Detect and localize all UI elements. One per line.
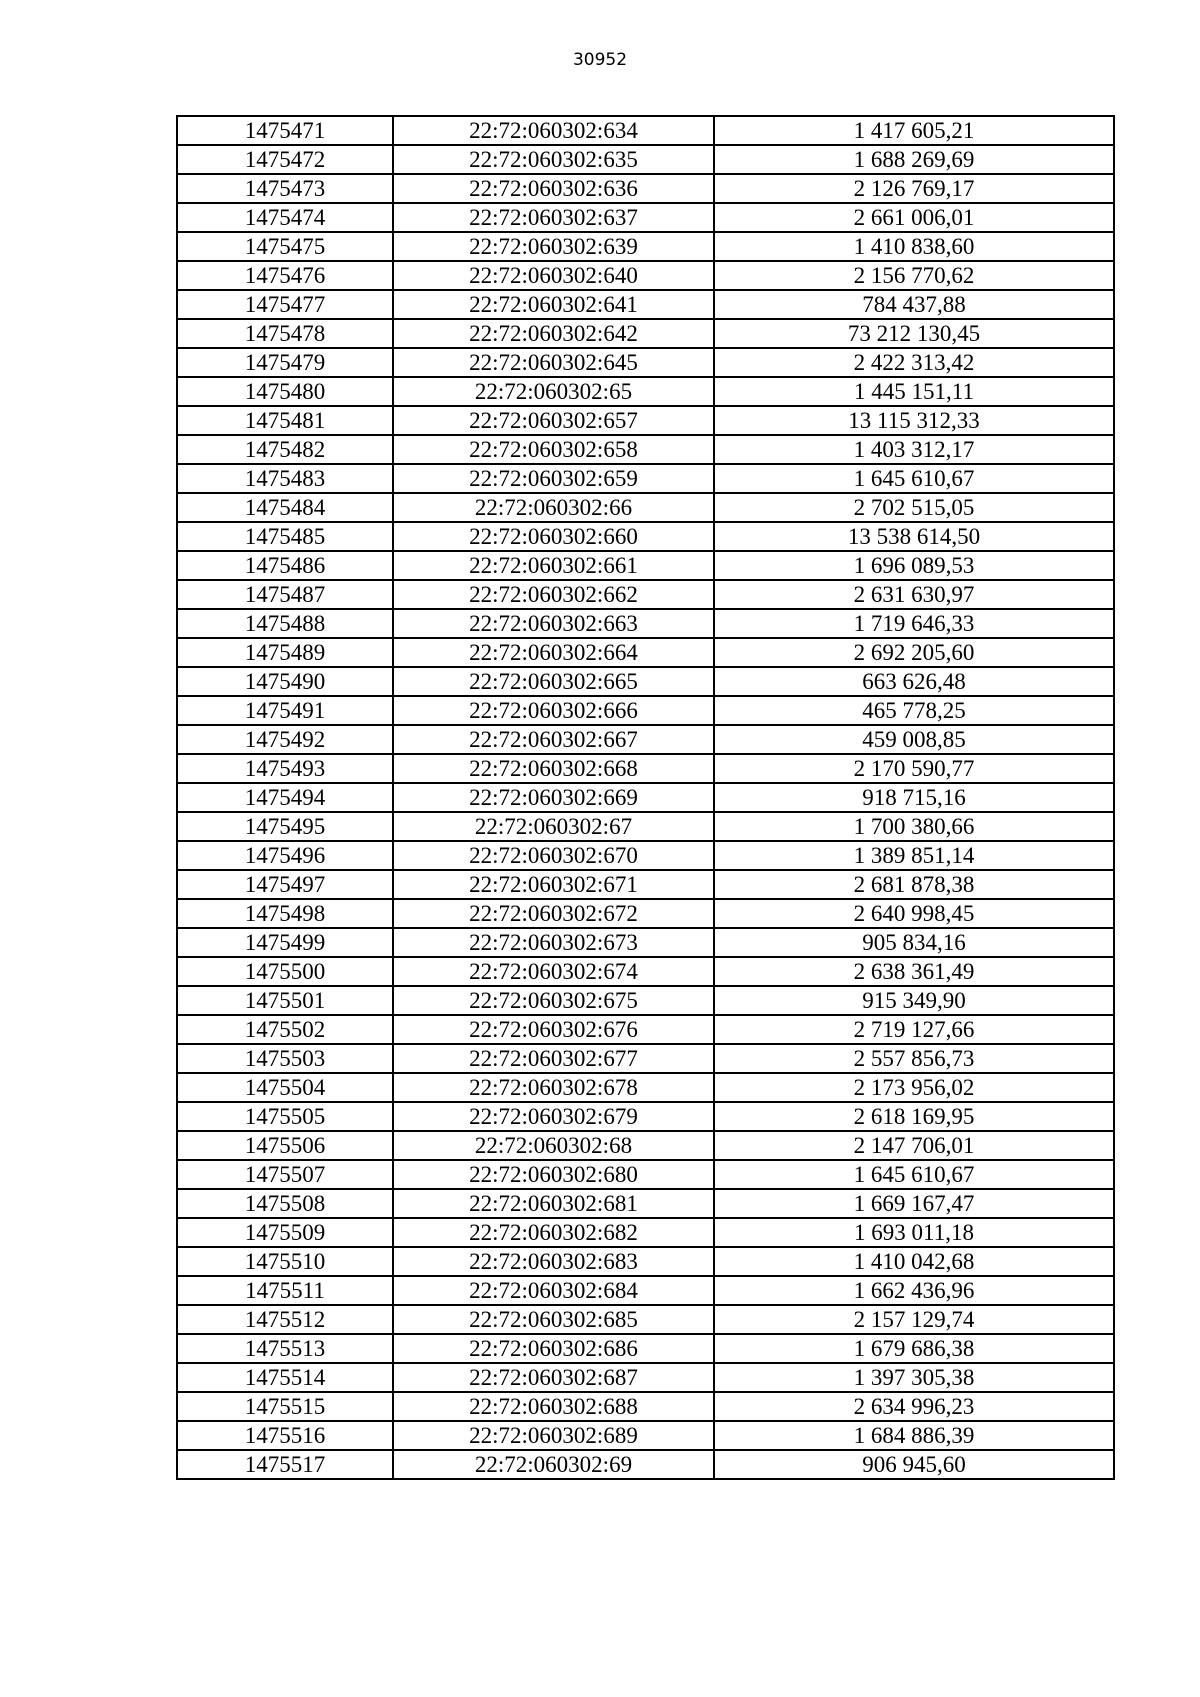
- table-row: [177, 348, 1114, 377]
- row-number-cell: 1475475: [177, 232, 393, 261]
- cadastral-number-cell: 22:72:060302:664: [393, 638, 714, 667]
- row-number-cell: 1475509: [177, 1218, 393, 1247]
- row-number-cell: 1475510: [177, 1247, 393, 1276]
- cadastral-value-table: [176, 115, 1115, 1480]
- table-row: [177, 1334, 1114, 1363]
- value-cell: 2 640 998,45: [714, 899, 1114, 928]
- table-row: [177, 1160, 1114, 1189]
- page-number: 30952: [572, 50, 628, 70]
- cadastral-number-cell: 22:72:060302:677: [393, 1044, 714, 1073]
- table-row: [177, 290, 1114, 319]
- cadastral-number-cell: 22:72:060302:674: [393, 957, 714, 986]
- row-number-cell: 1475484: [177, 493, 393, 522]
- value-cell: 2 638 361,49: [714, 957, 1114, 986]
- value-cell: 1 688 269,69: [714, 145, 1114, 174]
- row-number-cell: 1475515: [177, 1392, 393, 1421]
- row-number-cell: 1475499: [177, 928, 393, 957]
- row-number-cell: 1475488: [177, 609, 393, 638]
- row-number-cell: 1475502: [177, 1015, 393, 1044]
- table-row: [177, 261, 1114, 290]
- row-number-cell: 1475513: [177, 1334, 393, 1363]
- value-cell: 1 700 380,66: [714, 812, 1114, 841]
- value-cell: 1 645 610,67: [714, 1160, 1114, 1189]
- cadastral-number-cell: 22:72:060302:641: [393, 290, 714, 319]
- cadastral-number-cell: 22:72:060302:645: [393, 348, 714, 377]
- row-number-cell: 1475496: [177, 841, 393, 870]
- cadastral-number-cell: 22:72:060302:670: [393, 841, 714, 870]
- row-number-cell: 1475473: [177, 174, 393, 203]
- cadastral-number-cell: 22:72:060302:665: [393, 667, 714, 696]
- cadastral-number-cell: 22:72:060302:689: [393, 1421, 714, 1450]
- cadastral-number-cell: 22:72:060302:680: [393, 1160, 714, 1189]
- cadastral-number-cell: 22:72:060302:658: [393, 435, 714, 464]
- value-cell: 2 157 129,74: [714, 1305, 1114, 1334]
- value-cell: 2 681 878,38: [714, 870, 1114, 899]
- table-row: [177, 116, 1114, 145]
- cadastral-number-cell: 22:72:060302:679: [393, 1102, 714, 1131]
- cadastral-number-cell: 22:72:060302:661: [393, 551, 714, 580]
- cadastral-number-cell: 22:72:060302:639: [393, 232, 714, 261]
- row-number-cell: 1475495: [177, 812, 393, 841]
- cadastral-number-cell: 22:72:060302:668: [393, 754, 714, 783]
- value-cell: 2 422 313,42: [714, 348, 1114, 377]
- value-cell: 1 662 436,96: [714, 1276, 1114, 1305]
- table-row: [177, 986, 1114, 1015]
- value-cell: 73 212 130,45: [714, 319, 1114, 348]
- cadastral-number-cell: 22:72:060302:635: [393, 145, 714, 174]
- value-cell: 1 445 151,11: [714, 377, 1114, 406]
- table-row: [177, 812, 1114, 841]
- cadastral-number-cell: 22:72:060302:671: [393, 870, 714, 899]
- row-number-cell: 1475471: [177, 116, 393, 145]
- table-row: [177, 1421, 1114, 1450]
- value-cell: 2 618 169,95: [714, 1102, 1114, 1131]
- row-number-cell: 1475505: [177, 1102, 393, 1131]
- value-cell: 13 538 614,50: [714, 522, 1114, 551]
- value-cell: 1 693 011,18: [714, 1218, 1114, 1247]
- value-cell: 1 684 886,39: [714, 1421, 1114, 1450]
- table-row: [177, 377, 1114, 406]
- value-cell: 2 631 630,97: [714, 580, 1114, 609]
- value-cell: 2 126 769,17: [714, 174, 1114, 203]
- table-row: [177, 232, 1114, 261]
- value-cell: 1 679 686,38: [714, 1334, 1114, 1363]
- table-row: [177, 1102, 1114, 1131]
- value-cell: 1 389 851,14: [714, 841, 1114, 870]
- row-number-cell: 1475498: [177, 899, 393, 928]
- row-number-cell: 1475482: [177, 435, 393, 464]
- table-row: [177, 1131, 1114, 1160]
- row-number-cell: 1475487: [177, 580, 393, 609]
- value-cell: 906 945,60: [714, 1450, 1114, 1479]
- row-number-cell: 1475508: [177, 1189, 393, 1218]
- row-number-cell: 1475476: [177, 261, 393, 290]
- value-cell: 1 696 089,53: [714, 551, 1114, 580]
- value-cell: 2 156 770,62: [714, 261, 1114, 290]
- cadastral-number-cell: 22:72:060302:672: [393, 899, 714, 928]
- table-row: [177, 783, 1114, 812]
- cadastral-number-cell: 22:72:060302:659: [393, 464, 714, 493]
- row-number-cell: 1475485: [177, 522, 393, 551]
- table-row: [177, 464, 1114, 493]
- value-cell: 2 661 006,01: [714, 203, 1114, 232]
- table-row: [177, 957, 1114, 986]
- cadastral-number-cell: 22:72:060302:688: [393, 1392, 714, 1421]
- value-cell: 2 702 515,05: [714, 493, 1114, 522]
- row-number-cell: 1475497: [177, 870, 393, 899]
- table-row: [177, 841, 1114, 870]
- value-cell: 1 669 167,47: [714, 1189, 1114, 1218]
- cadastral-number-cell: 22:72:060302:68: [393, 1131, 714, 1160]
- table-row: [177, 1073, 1114, 1102]
- value-cell: 465 778,25: [714, 696, 1114, 725]
- cadastral-number-cell: 22:72:060302:663: [393, 609, 714, 638]
- row-number-cell: 1475516: [177, 1421, 393, 1450]
- cadastral-number-cell: 22:72:060302:69: [393, 1450, 714, 1479]
- row-number-cell: 1475492: [177, 725, 393, 754]
- cadastral-number-cell: 22:72:060302:634: [393, 116, 714, 145]
- cadastral-number-cell: 22:72:060302:660: [393, 522, 714, 551]
- cadastral-number-cell: 22:72:060302:636: [393, 174, 714, 203]
- cadastral-number-cell: 22:72:060302:669: [393, 783, 714, 812]
- cadastral-number-cell: 22:72:060302:687: [393, 1363, 714, 1392]
- table-row: [177, 580, 1114, 609]
- value-cell: 918 715,16: [714, 783, 1114, 812]
- table-row: [177, 1276, 1114, 1305]
- row-number-cell: 1475480: [177, 377, 393, 406]
- table-row: [177, 667, 1114, 696]
- table-row: [177, 1392, 1114, 1421]
- value-cell: 1 417 605,21: [714, 116, 1114, 145]
- cadastral-number-cell: 22:72:060302:66: [393, 493, 714, 522]
- cadastral-number-cell: 22:72:060302:686: [393, 1334, 714, 1363]
- cadastral-number-cell: 22:72:060302:675: [393, 986, 714, 1015]
- table-row: [177, 870, 1114, 899]
- row-number-cell: 1475479: [177, 348, 393, 377]
- value-cell: 663 626,48: [714, 667, 1114, 696]
- row-number-cell: 1475483: [177, 464, 393, 493]
- table-row: [177, 406, 1114, 435]
- table-row: [177, 551, 1114, 580]
- cadastral-number-cell: 22:72:060302:657: [393, 406, 714, 435]
- row-number-cell: 1475514: [177, 1363, 393, 1392]
- table-row: [177, 1218, 1114, 1247]
- value-cell: 2 557 856,73: [714, 1044, 1114, 1073]
- row-number-cell: 1475486: [177, 551, 393, 580]
- row-number-cell: 1475478: [177, 319, 393, 348]
- table-row: [177, 1363, 1114, 1392]
- cadastral-number-cell: 22:72:060302:667: [393, 725, 714, 754]
- table-row: [177, 899, 1114, 928]
- value-cell: 2 719 127,66: [714, 1015, 1114, 1044]
- table-row: [177, 319, 1114, 348]
- row-number-cell: 1475493: [177, 754, 393, 783]
- table-row: [177, 638, 1114, 667]
- row-number-cell: 1475490: [177, 667, 393, 696]
- value-cell: 2 634 996,23: [714, 1392, 1114, 1421]
- row-number-cell: 1475472: [177, 145, 393, 174]
- cadastral-number-cell: 22:72:060302:673: [393, 928, 714, 957]
- value-cell: 2 170 590,77: [714, 754, 1114, 783]
- row-number-cell: 1475506: [177, 1131, 393, 1160]
- value-cell: 2 173 956,02: [714, 1073, 1114, 1102]
- value-cell: 1 410 042,68: [714, 1247, 1114, 1276]
- value-cell: 1 645 610,67: [714, 464, 1114, 493]
- table-row: [177, 493, 1114, 522]
- cadastral-number-cell: 22:72:060302:640: [393, 261, 714, 290]
- row-number-cell: 1475494: [177, 783, 393, 812]
- table-row: [177, 1247, 1114, 1276]
- cadastral-number-cell: 22:72:060302:685: [393, 1305, 714, 1334]
- row-number-cell: 1475474: [177, 203, 393, 232]
- row-number-cell: 1475500: [177, 957, 393, 986]
- table-row: [177, 1015, 1114, 1044]
- row-number-cell: 1475501: [177, 986, 393, 1015]
- value-cell: 1 397 305,38: [714, 1363, 1114, 1392]
- cadastral-number-cell: 22:72:060302:681: [393, 1189, 714, 1218]
- table-row: [177, 145, 1114, 174]
- cadastral-number-cell: 22:72:060302:676: [393, 1015, 714, 1044]
- value-cell: 1 719 646,33: [714, 609, 1114, 638]
- table-row: [177, 725, 1114, 754]
- value-cell: 784 437,88: [714, 290, 1114, 319]
- value-cell: 2 147 706,01: [714, 1131, 1114, 1160]
- cadastral-number-cell: 22:72:060302:637: [393, 203, 714, 232]
- value-cell: 459 008,85: [714, 725, 1114, 754]
- value-cell: 905 834,16: [714, 928, 1114, 957]
- value-cell: 2 692 205,60: [714, 638, 1114, 667]
- cadastral-number-cell: 22:72:060302:65: [393, 377, 714, 406]
- row-number-cell: 1475489: [177, 638, 393, 667]
- row-number-cell: 1475503: [177, 1044, 393, 1073]
- table-body: [177, 116, 1114, 1479]
- table-row: [177, 522, 1114, 551]
- row-number-cell: 1475511: [177, 1276, 393, 1305]
- cadastral-number-cell: 22:72:060302:67: [393, 812, 714, 841]
- cadastral-number-cell: 22:72:060302:682: [393, 1218, 714, 1247]
- table-row: [177, 1044, 1114, 1073]
- row-number-cell: 1475477: [177, 290, 393, 319]
- value-cell: 915 349,90: [714, 986, 1114, 1015]
- table-row: [177, 696, 1114, 725]
- table-row: [177, 754, 1114, 783]
- cadastral-number-cell: 22:72:060302:683: [393, 1247, 714, 1276]
- cadastral-number-cell: 22:72:060302:666: [393, 696, 714, 725]
- cadastral-number-cell: 22:72:060302:684: [393, 1276, 714, 1305]
- table-row: [177, 1189, 1114, 1218]
- row-number-cell: 1475512: [177, 1305, 393, 1334]
- row-number-cell: 1475504: [177, 1073, 393, 1102]
- table-row: [177, 1305, 1114, 1334]
- table-row: [177, 928, 1114, 957]
- table-row: [177, 203, 1114, 232]
- row-number-cell: 1475491: [177, 696, 393, 725]
- table-row: [177, 609, 1114, 638]
- value-cell: 1 403 312,17: [714, 435, 1114, 464]
- cadastral-number-cell: 22:72:060302:662: [393, 580, 714, 609]
- row-number-cell: 1475517: [177, 1450, 393, 1479]
- table-row: [177, 1450, 1114, 1479]
- value-cell: 13 115 312,33: [714, 406, 1114, 435]
- cadastral-number-cell: 22:72:060302:642: [393, 319, 714, 348]
- row-number-cell: 1475507: [177, 1160, 393, 1189]
- table-row: [177, 435, 1114, 464]
- row-number-cell: 1475481: [177, 406, 393, 435]
- value-cell: 1 410 838,60: [714, 232, 1114, 261]
- cadastral-number-cell: 22:72:060302:678: [393, 1073, 714, 1102]
- table-row: [177, 174, 1114, 203]
